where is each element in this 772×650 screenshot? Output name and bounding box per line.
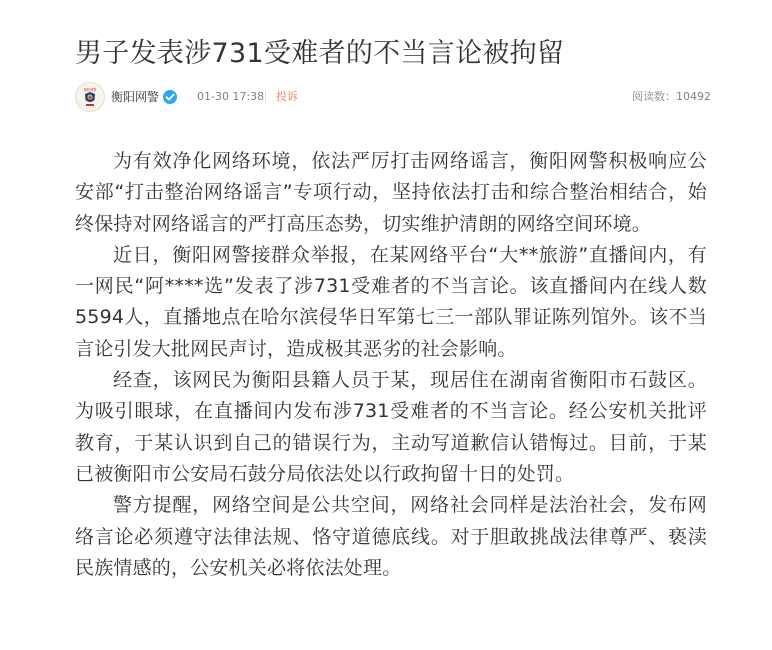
svg-text:衡阳网警: 衡阳网警 <box>83 88 97 92</box>
paragraph: 经查，该网民为衡阳县籍人员于某，现居住在湖南省衡阳市石鼓区。为吸引眼球，在直播间内发布涉731受难者的不当言论。经公安机关批评教育，于某认识到自己的错误行为，主动写道歉信认错悔过。目前，于某已被衡阳市公安局石鼓分局依法处以行政拘留十日的处罚。 <box>75 369 707 485</box>
paragraph: 警方提醒，网络空间是公共空间，网络社会同样是法治社会，发布网络言论必须遵守法律法规、恪守道德底线。对于胆敢挑战法律尊严、亵渎民族情感的，公安机关必将依法处理。 <box>75 494 707 579</box>
article-body <box>75 146 707 584</box>
meta-divider <box>265 91 266 103</box>
paragraph: 为有效净化网络环境，依法严厉打击网络谣言，衡阳网警积极响应公安部“打击整治网络谣言”专项行动，坚持依法打击和综合整治相结合，始终保持对网络谣言的严打高压态势，切实维护清朗的网络空间环境。 <box>75 150 707 235</box>
verified-badge-icon <box>162 89 178 105</box>
author-name[interactable]: 衡阳网警 <box>111 90 160 104</box>
author-avatar[interactable] <box>75 82 105 112</box>
read-count <box>632 89 711 105</box>
article-meta <box>75 82 711 114</box>
read-count-label: 阅读数： <box>632 90 676 103</box>
police-badge-icon <box>76 83 104 111</box>
complain-link[interactable]: 投诉 <box>276 90 298 103</box>
article-title: 男子发表涉731受难者的不当言论被拘留 <box>75 38 565 69</box>
read-count-value: 10492 <box>676 90 711 103</box>
paragraph: 近日，衡阳网警接群众举报，在某网络平台“大**旅游”直播间内，有一网民“阿****选”发表了涉731受难者的不当言论。该直播间内在线人数5594人，直播地点在哈尔滨侵华日军第七三一部队罪证陈列馆外。该不当言论引发大批网民声讨，造成极其恶劣的社会影响。 <box>75 243 707 360</box>
publish-time: 01-30 17:38 <box>197 90 265 103</box>
